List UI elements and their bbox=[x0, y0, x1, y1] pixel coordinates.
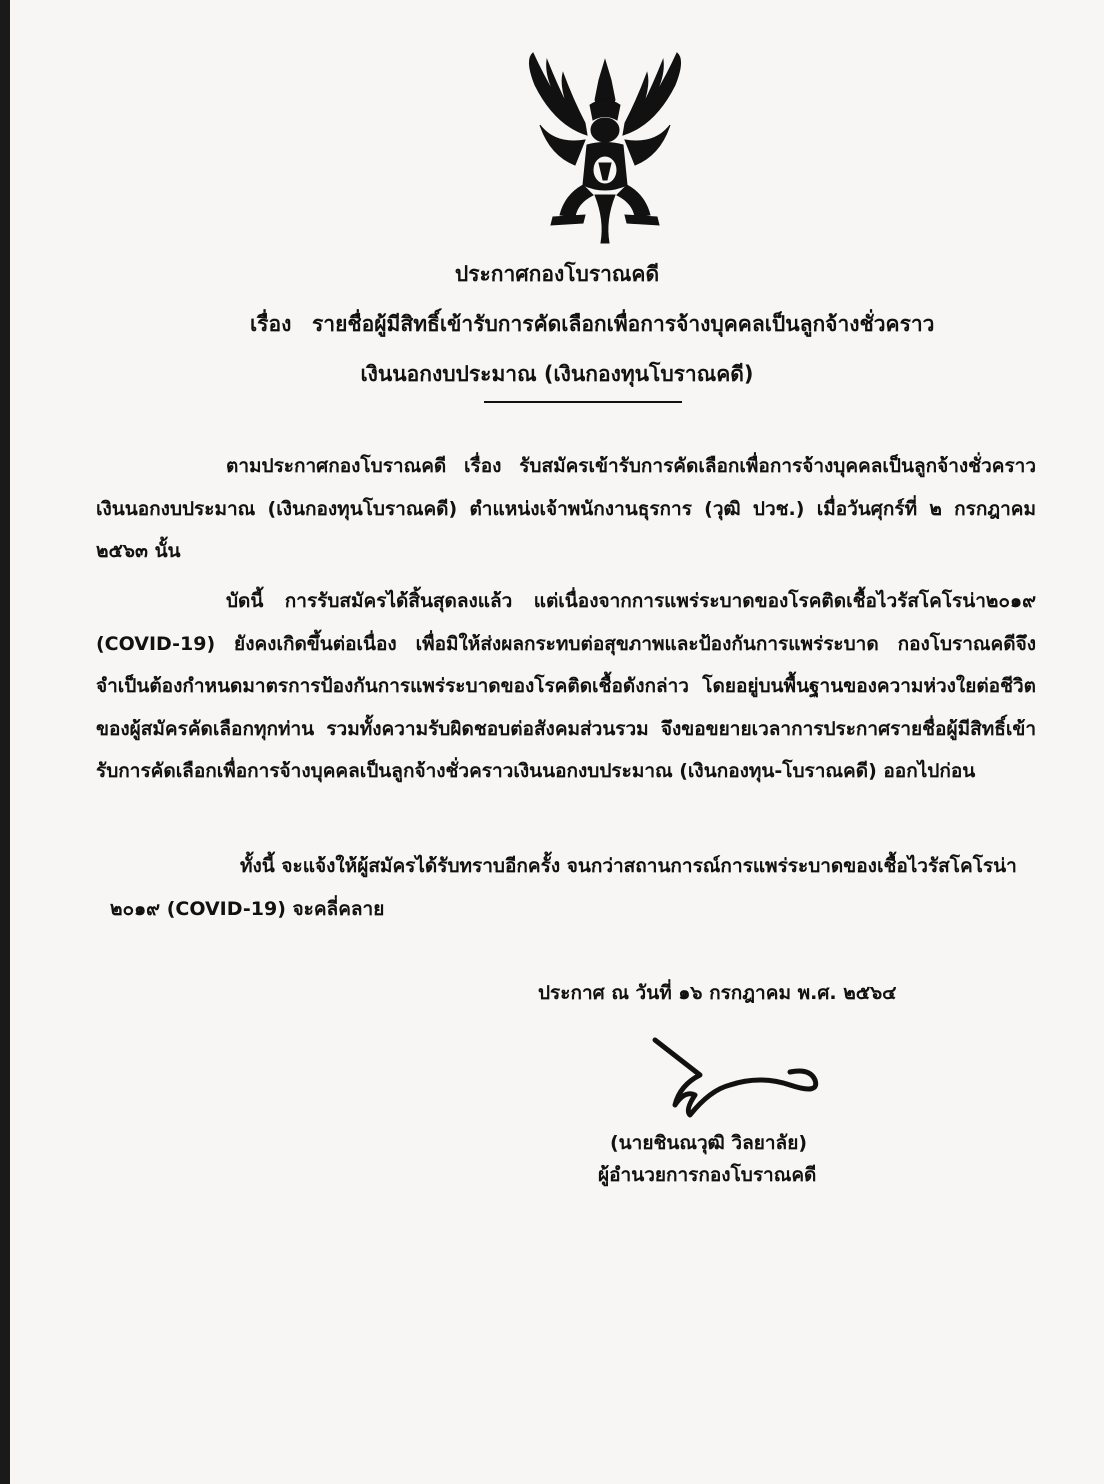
subject-text: รายชื่อผู้มีสิทธิ์เข้ารับการคัดเลือกเพื่อการจ้างบุคคลเป็นลูกจ้างชั่วคราว bbox=[312, 312, 935, 336]
body-paragraph-1: ตามประกาศกองโบราณคดี เรื่อง รับสมัครเข้ารับการคัดเลือกเพื่อการจ้างบุคคลเป็นลูกจ้างชั่วคราวเงินนอกงบประมาณ (เงินกองทุนโบราณคดี) ตำแหน่งเจ้าพนักงานธุรการ (วุฒิ ปวช.) เมื่อวันศุกร์ที่ ๒ กรกฎาคม ๒๕๖๓ นั้น bbox=[96, 455, 1036, 562]
garuda-emblem-icon bbox=[515, 45, 695, 245]
subject-line bbox=[250, 308, 934, 341]
title-divider bbox=[484, 401, 682, 403]
body-paragraph-3: ทั้งนี้ จะแจ้งให้ผู้สมัครได้รับทราบอีกครั้ง จนกว่าสถานการณ์การแพร่ระบาดของเชื้อไวรัสโคโรน่า ๒๐๑๙ (COVID-19) จะคลี่คลาย bbox=[110, 855, 1017, 920]
signer-position: ผู้อำนวยการกองโบราณคดี bbox=[598, 1164, 817, 1186]
subject-label: เรื่อง bbox=[250, 312, 292, 336]
announcement-date: ประกาศ ณ วันที่ ๑๖ กรกฎาคม พ.ศ. ๒๕๖๔ bbox=[538, 982, 897, 1004]
handwritten-signature-icon bbox=[640, 1030, 840, 1120]
subject-continuation: เงินนอกงบประมาณ (เงินกองทุนโบราณคดี) bbox=[360, 362, 754, 386]
body-paragraph-2: บัดนี้ การรับสมัครได้สิ้นสุดลงแล้ว แต่เนื่องจากการแพร่ระบาดของโรคติดเชื้อไวรัสโคโรน่า๒๐๑๙ (COVID-19) ยังคงเกิดขึ้นต่อเนื่อง เพื่อมิให้ส่งผลกระทบต่อสุขภาพและป้องกันการแพร่ระบาด กองโบราณคดีจึงจำเป็นต้องกำหนดมาตรการป้องกันการแพร่ระบาดของโรคติดเชื้อดังกล่าว โดยอยู่บนพื้นฐานของความห่วงใยต่อชีวิตของผู้สมัครคัดเลือกทุกท่าน รวมทั้งความรับผิดชอบต่อสังคมส่วนรวม จึงขอขยายเวลาการประกาศรายชื่อผู้มีสิทธิ์เข้ารับการคัดเลือกเพื่อการจ้างบุคคลเป็นลูกจ้างชั่วคราวเงินนอกงบประมาณ (เงินกองทุน-โบราณคดี) ออกไปก่อน bbox=[96, 590, 1036, 782]
document-page bbox=[10, 0, 1104, 1484]
announcement-title: ประกาศกองโบราณคดี bbox=[454, 262, 660, 286]
signer-name: (นายชินณวุฒิ วิลยาลัย) bbox=[610, 1132, 808, 1154]
